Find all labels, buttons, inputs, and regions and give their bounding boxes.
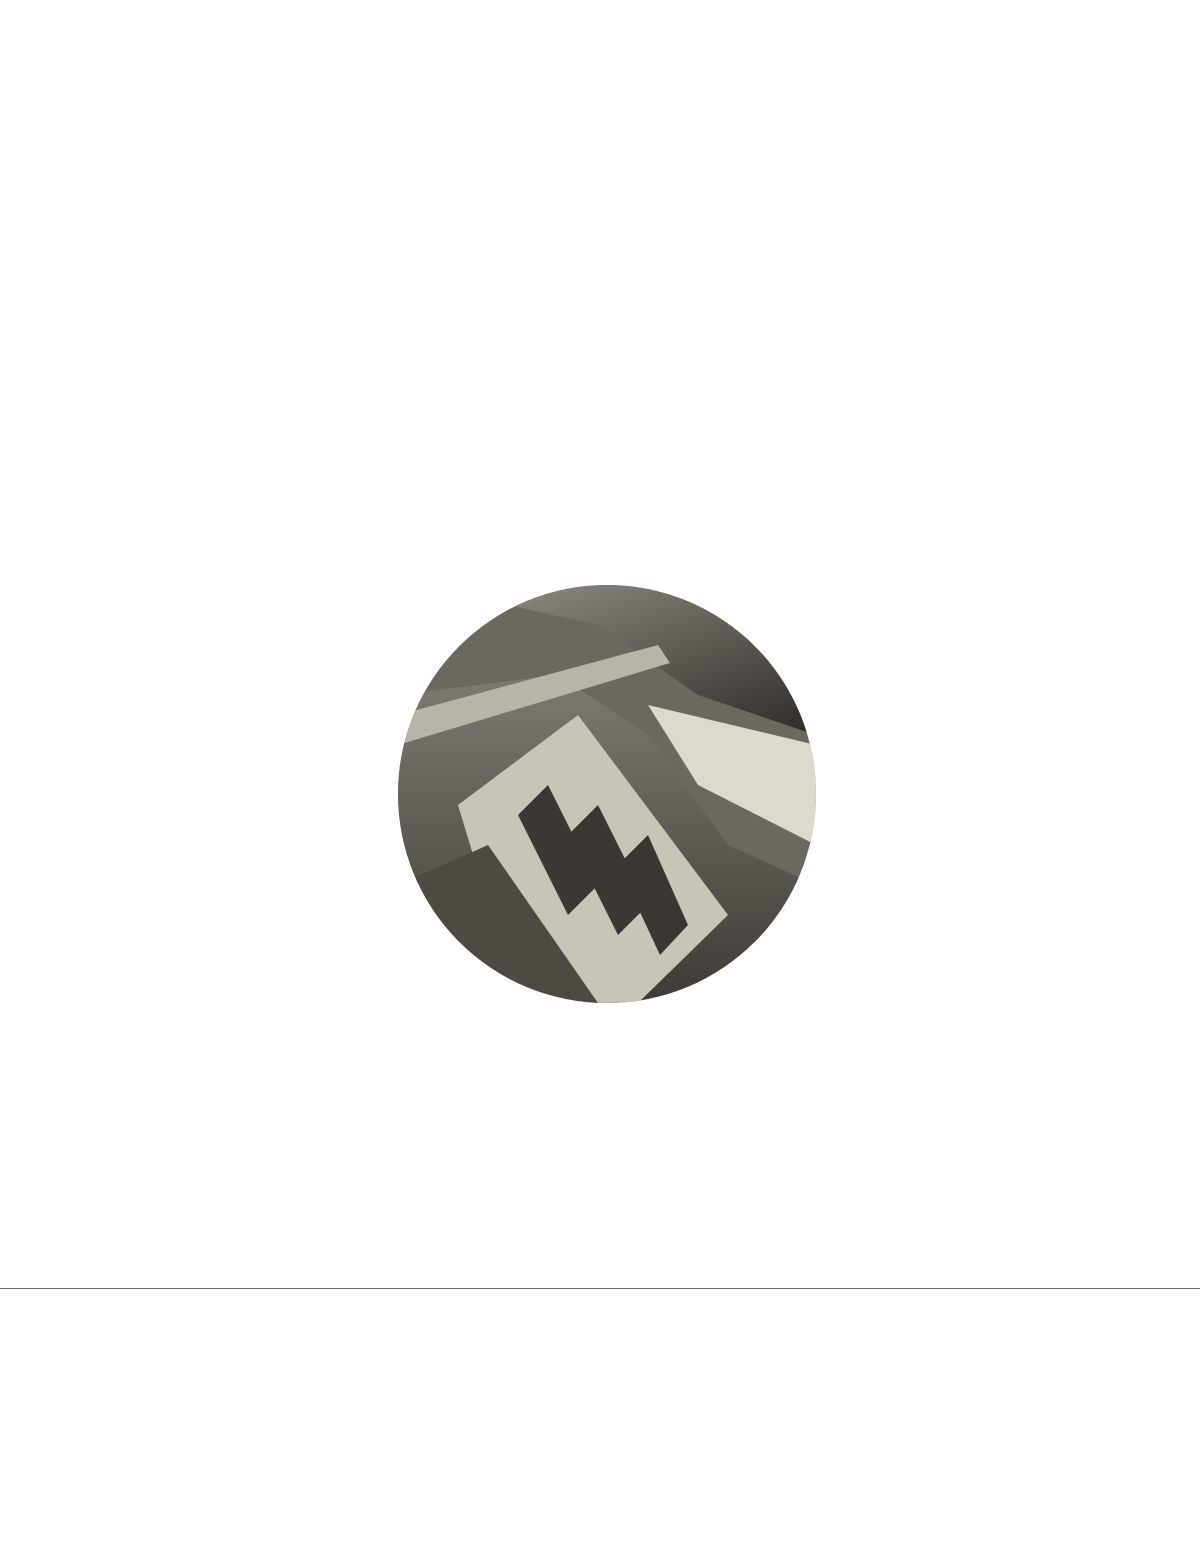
page-footer bbox=[70, 1134, 80, 1152]
caption-rule bbox=[0, 1288, 1200, 1289]
dam-photo bbox=[398, 585, 816, 1003]
article-title bbox=[343, 142, 353, 186]
